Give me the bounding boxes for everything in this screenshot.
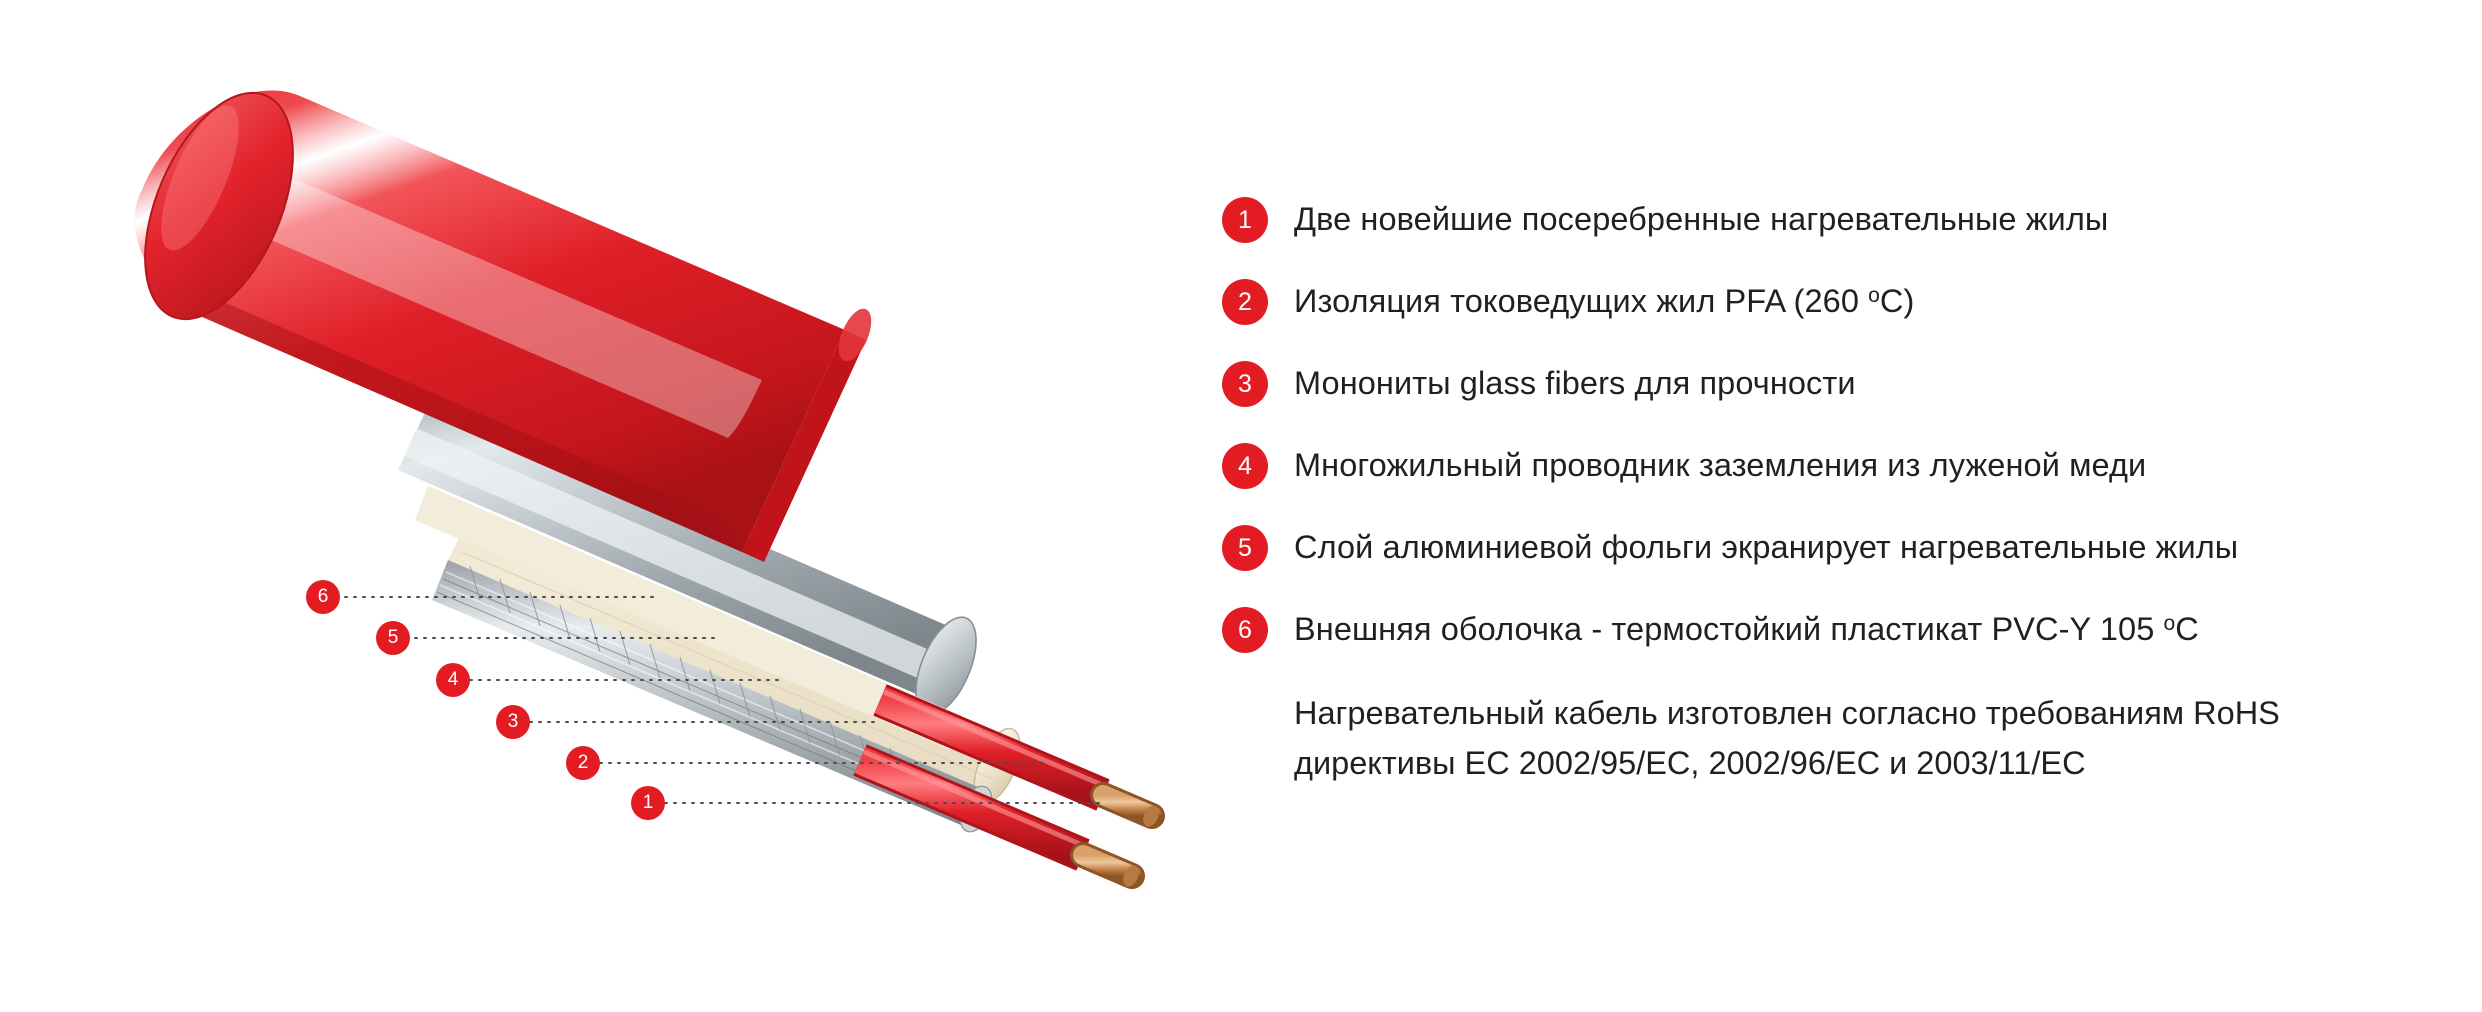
compliance-note-line-2: директивы ЕС 2002/95/EC, 2002/96/EC и 2003/11/EC xyxy=(1294,745,2086,781)
legend-bullet-5: 5 xyxy=(1222,525,1268,571)
legend-label-2-before: Изоляция токоведущих жил PFA (260 xyxy=(1294,283,1869,319)
legend-label-5: Слой алюминиевой фольги экранирует нагревательные жилы xyxy=(1294,529,2239,565)
legend-label-6-before: Внешняя оболочка - термостойкий пластикат PVC-Y 105 xyxy=(1294,611,2164,647)
legend-label-1: Две новейшие посеребренные нагревательные жилы xyxy=(1294,201,2109,237)
degree-symbol-2: o xyxy=(1868,284,1880,307)
legend-label-6 xyxy=(1294,606,2199,652)
legend-label-6-after: C xyxy=(2175,611,2199,647)
compliance-note xyxy=(1294,688,2452,788)
legend-label-4: Многожильный проводник заземления из луженой меди xyxy=(1294,447,2147,483)
callout-5: 5 xyxy=(376,621,410,655)
compliance-note-line-1: Нагревательный кабель изготовлен согласно требованиям RoHS xyxy=(1294,695,2280,731)
callout-2: 2 xyxy=(566,746,600,780)
legend-label-2 xyxy=(1294,278,1914,324)
legend-item-1 xyxy=(1222,196,2452,243)
degree-symbol-6: o xyxy=(2163,612,2176,635)
legend-bullet-6: 6 xyxy=(1222,607,1268,653)
callout-6: 6 xyxy=(306,580,340,614)
layer-heating-conductors xyxy=(860,692,1162,889)
legend-bullet-2: 2 xyxy=(1222,279,1268,325)
legend-item-4 xyxy=(1222,442,2452,489)
legend-item-5 xyxy=(1222,524,2452,571)
legend-bullet-3: 3 xyxy=(1222,361,1268,407)
callout-3: 3 xyxy=(496,705,530,739)
legend-item-6 xyxy=(1222,606,2452,653)
callout-4: 4 xyxy=(436,663,470,697)
legend-bullet-1: 1 xyxy=(1222,197,1268,243)
legend-item-2 xyxy=(1222,278,2452,325)
callout-1: 1 xyxy=(631,786,665,820)
legend-label-3: Монониты glass fibers для прочности xyxy=(1294,365,1856,401)
legend-item-3 xyxy=(1222,360,2452,407)
legend-list xyxy=(1222,196,2452,788)
legend-label-2-after: C) xyxy=(1879,283,1915,319)
legend-bullet-4: 4 xyxy=(1222,443,1268,489)
